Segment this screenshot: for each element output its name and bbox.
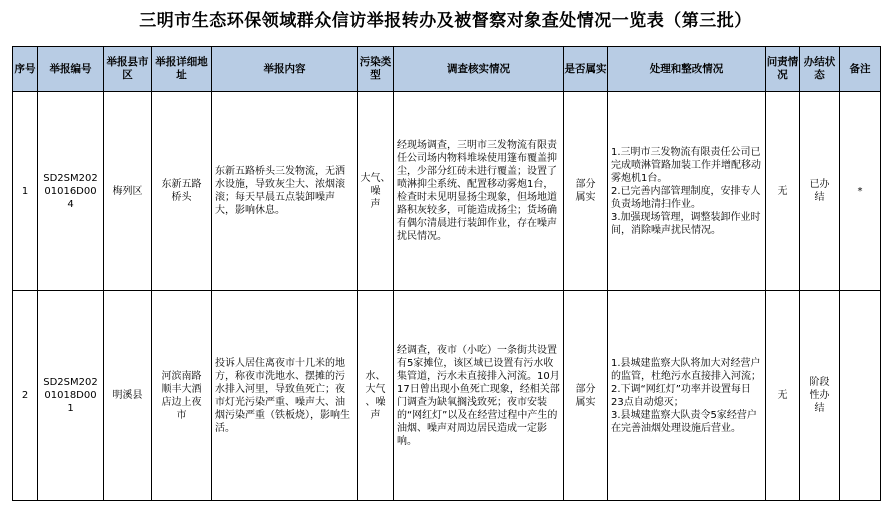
- table-row: [13, 291, 881, 501]
- complaint-table: [12, 46, 881, 501]
- cell-report-no: SD2SM202 01016D00 4: [38, 92, 104, 291]
- cell-verified: 部分 属实: [564, 291, 608, 501]
- header-report-no: 举报编号: [38, 47, 104, 92]
- cell-seq: 2: [13, 291, 38, 501]
- cell-address: 河滨南路 顺丰大酒 店边上夜 市: [152, 291, 212, 501]
- cell-remarks: [840, 291, 881, 501]
- cell-pollution: 水、 大气 、噪 声: [358, 291, 394, 501]
- cell-pollution: 大气、 噪 声: [358, 92, 394, 291]
- cell-handling: 1.三明市三发物流有限责任公司已完成喷淋管路加装工作并增配移动雾炮机1台。 2.已完善内部管理制度，安排专人负责场地清扫作业。 3.加强现场管理，调整装卸作业时间，消除噪声扰民情况。: [608, 92, 766, 291]
- header-pollution: 污染类型: [358, 47, 394, 92]
- table-row: [13, 92, 881, 291]
- header-accountability: 问责情况: [766, 47, 800, 92]
- cell-investigation: 经现场调查，三明市三发物流有限责任公司场内物料堆垛使用篷布覆盖抑尘，少部分红砖未进行覆盖；设置了喷淋抑尘系统、配置移动雾炮1台，检查时未见明显扬尘现象，但场地道路积灰较多，可能造成扬尘；货场确有偶尔清晨进行装卸作业，存在噪声扰民情况。: [394, 92, 564, 291]
- cell-accountability: 无: [766, 92, 800, 291]
- cell-remarks: *: [840, 92, 881, 291]
- header-seq: 序号: [13, 47, 38, 92]
- cell-county: 梅列区: [104, 92, 152, 291]
- cell-status: 阶段 性办 结: [800, 291, 840, 501]
- header-county: 举报县市区: [104, 47, 152, 92]
- header-remarks: 备注: [840, 47, 881, 92]
- cell-report-no: SD2SM202 01018D00 1: [38, 291, 104, 501]
- header-verified: 是否属实: [564, 47, 608, 92]
- cell-seq: 1: [13, 92, 38, 291]
- cell-status: 已办 结: [800, 92, 840, 291]
- cell-accountability: 无: [766, 291, 800, 501]
- header-investigation: 调查核实情况: [394, 47, 564, 92]
- cell-verified: 部分 属实: [564, 92, 608, 291]
- cell-investigation: 经调查，夜市（小吃）一条街共设置有5家摊位，该区域已设置有污水收集管道，污水未直接排入河流。10月17日曾出现小鱼死亡现象，经相关部门调查为缺氧搁浅致死；夜市安装的“网红灯”以及在经营过程中产生的油烟、噪声对周边居民造成一定影响。: [394, 291, 564, 501]
- header-row: [13, 47, 881, 92]
- cell-content: 东新五路桥头三发物流，无洒水设施，导致灰尘大、浓烟滚滚；每天早晨五点装卸噪声大，影响休息。: [212, 92, 358, 291]
- header-content: 举报内容: [212, 47, 358, 92]
- header-address: 举报详细地址: [152, 47, 212, 92]
- cell-content: 投诉人居住离夜市十几米的地方，称夜市洗地水、摆摊的污水排入河里，导致鱼死亡；夜市灯光污染严重、噪声大、油烟污染严重（铁板烧），影响生活。: [212, 291, 358, 501]
- cell-address: 东新五路 桥头: [152, 92, 212, 291]
- cell-handling: 1.县城建监察大队将加大对经营户的监管，杜绝污水直接排入河流； 2.下调“网红灯”功率并设置每日23点自动熄灭； 3.县城建监察大队责令5家经营户在完善油烟处理设施后营业。: [608, 291, 766, 501]
- header-status: 办结状态: [800, 47, 840, 92]
- cell-county: 明溪县: [104, 291, 152, 501]
- header-handling: 处理和整改情况: [608, 47, 766, 92]
- page-title: 三明市生态环保领域群众信访举报转办及被督察对象查处情况一览表（第三批）: [139, 11, 752, 31]
